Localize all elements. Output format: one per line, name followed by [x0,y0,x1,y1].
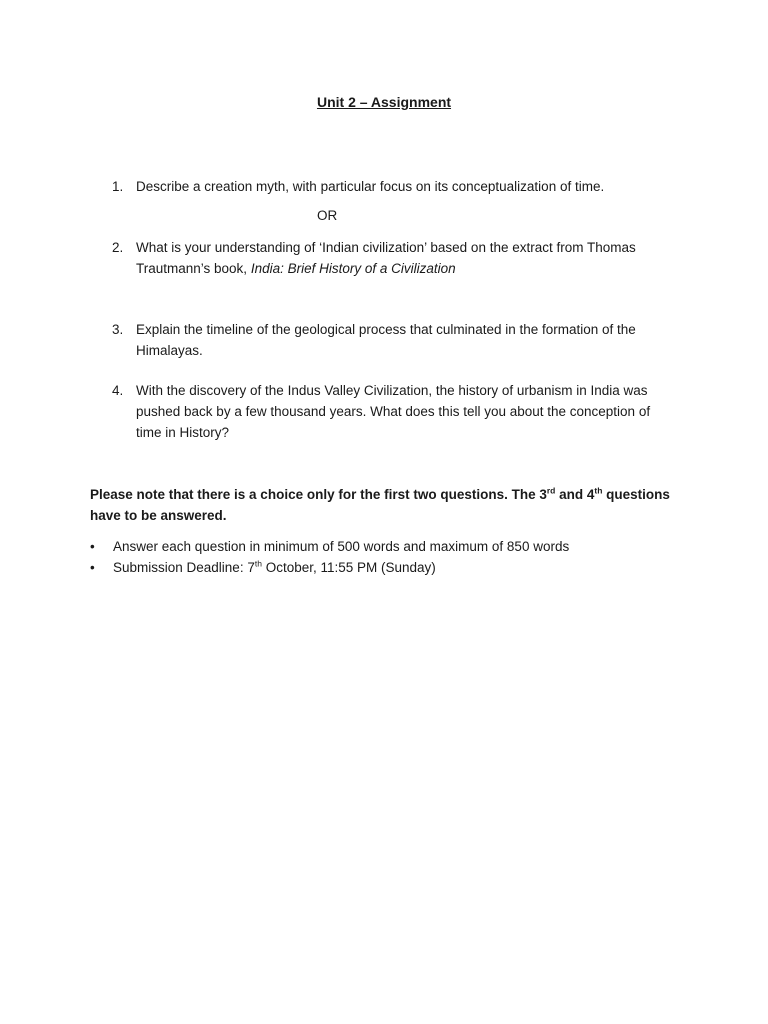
question-text: Explain the timeline of the geological process that culminated in the formation of the Himalayas. [136,322,636,358]
question-4 [112,380,672,443]
note-text: and 4 [555,487,595,502]
question-text: Describe a creation myth, with particular focus on its conceptualization of time. [136,179,605,194]
word-limit-text: Answer each question in minimum of 500 words and maximum of 850 words [113,539,570,554]
question-2 [112,237,672,279]
page-title: Unit 2 – Assignment [316,94,452,110]
question-text: With the discovery of the Indus Valley Civilization, the history of urbanism in India was pushed back by a few thousand years. What does this tell you about the conception of time in History? [136,383,651,440]
question-text-body: What is your understanding of ‘Indian civilization’ based on the extract from Thomas Trautmann’s book, [136,240,636,276]
deadline-date: October, 11:55 PM (Sunday) [261,560,436,575]
bullet-icon: • [90,539,95,554]
book-title: India: Brief History of a Civilization [250,261,456,276]
deadline-text [113,557,436,578]
list-item [88,536,688,557]
note-text: questions have to be answered. [90,487,670,523]
list-item [88,557,688,578]
question-3 [112,319,672,361]
ordinal-suffix: th [594,485,603,496]
deadline-label: Submission Deadline: 7 [113,560,255,575]
bullet-icon: • [90,560,95,575]
question-1 [112,176,672,197]
note-text: Please note that there is a choice only for the first two questions. The 3 [90,487,547,502]
question-number: 1. [112,179,124,194]
question-number: 2. [112,240,124,255]
question-number: 3. [112,322,124,337]
question-text [136,237,672,279]
question-number: 4. [112,383,124,398]
instructions-list [88,536,688,578]
choice-note [90,484,680,526]
ordinal-suffix: th [254,558,262,569]
or-separator: OR [317,208,338,223]
ordinal-suffix: rd [546,485,556,496]
